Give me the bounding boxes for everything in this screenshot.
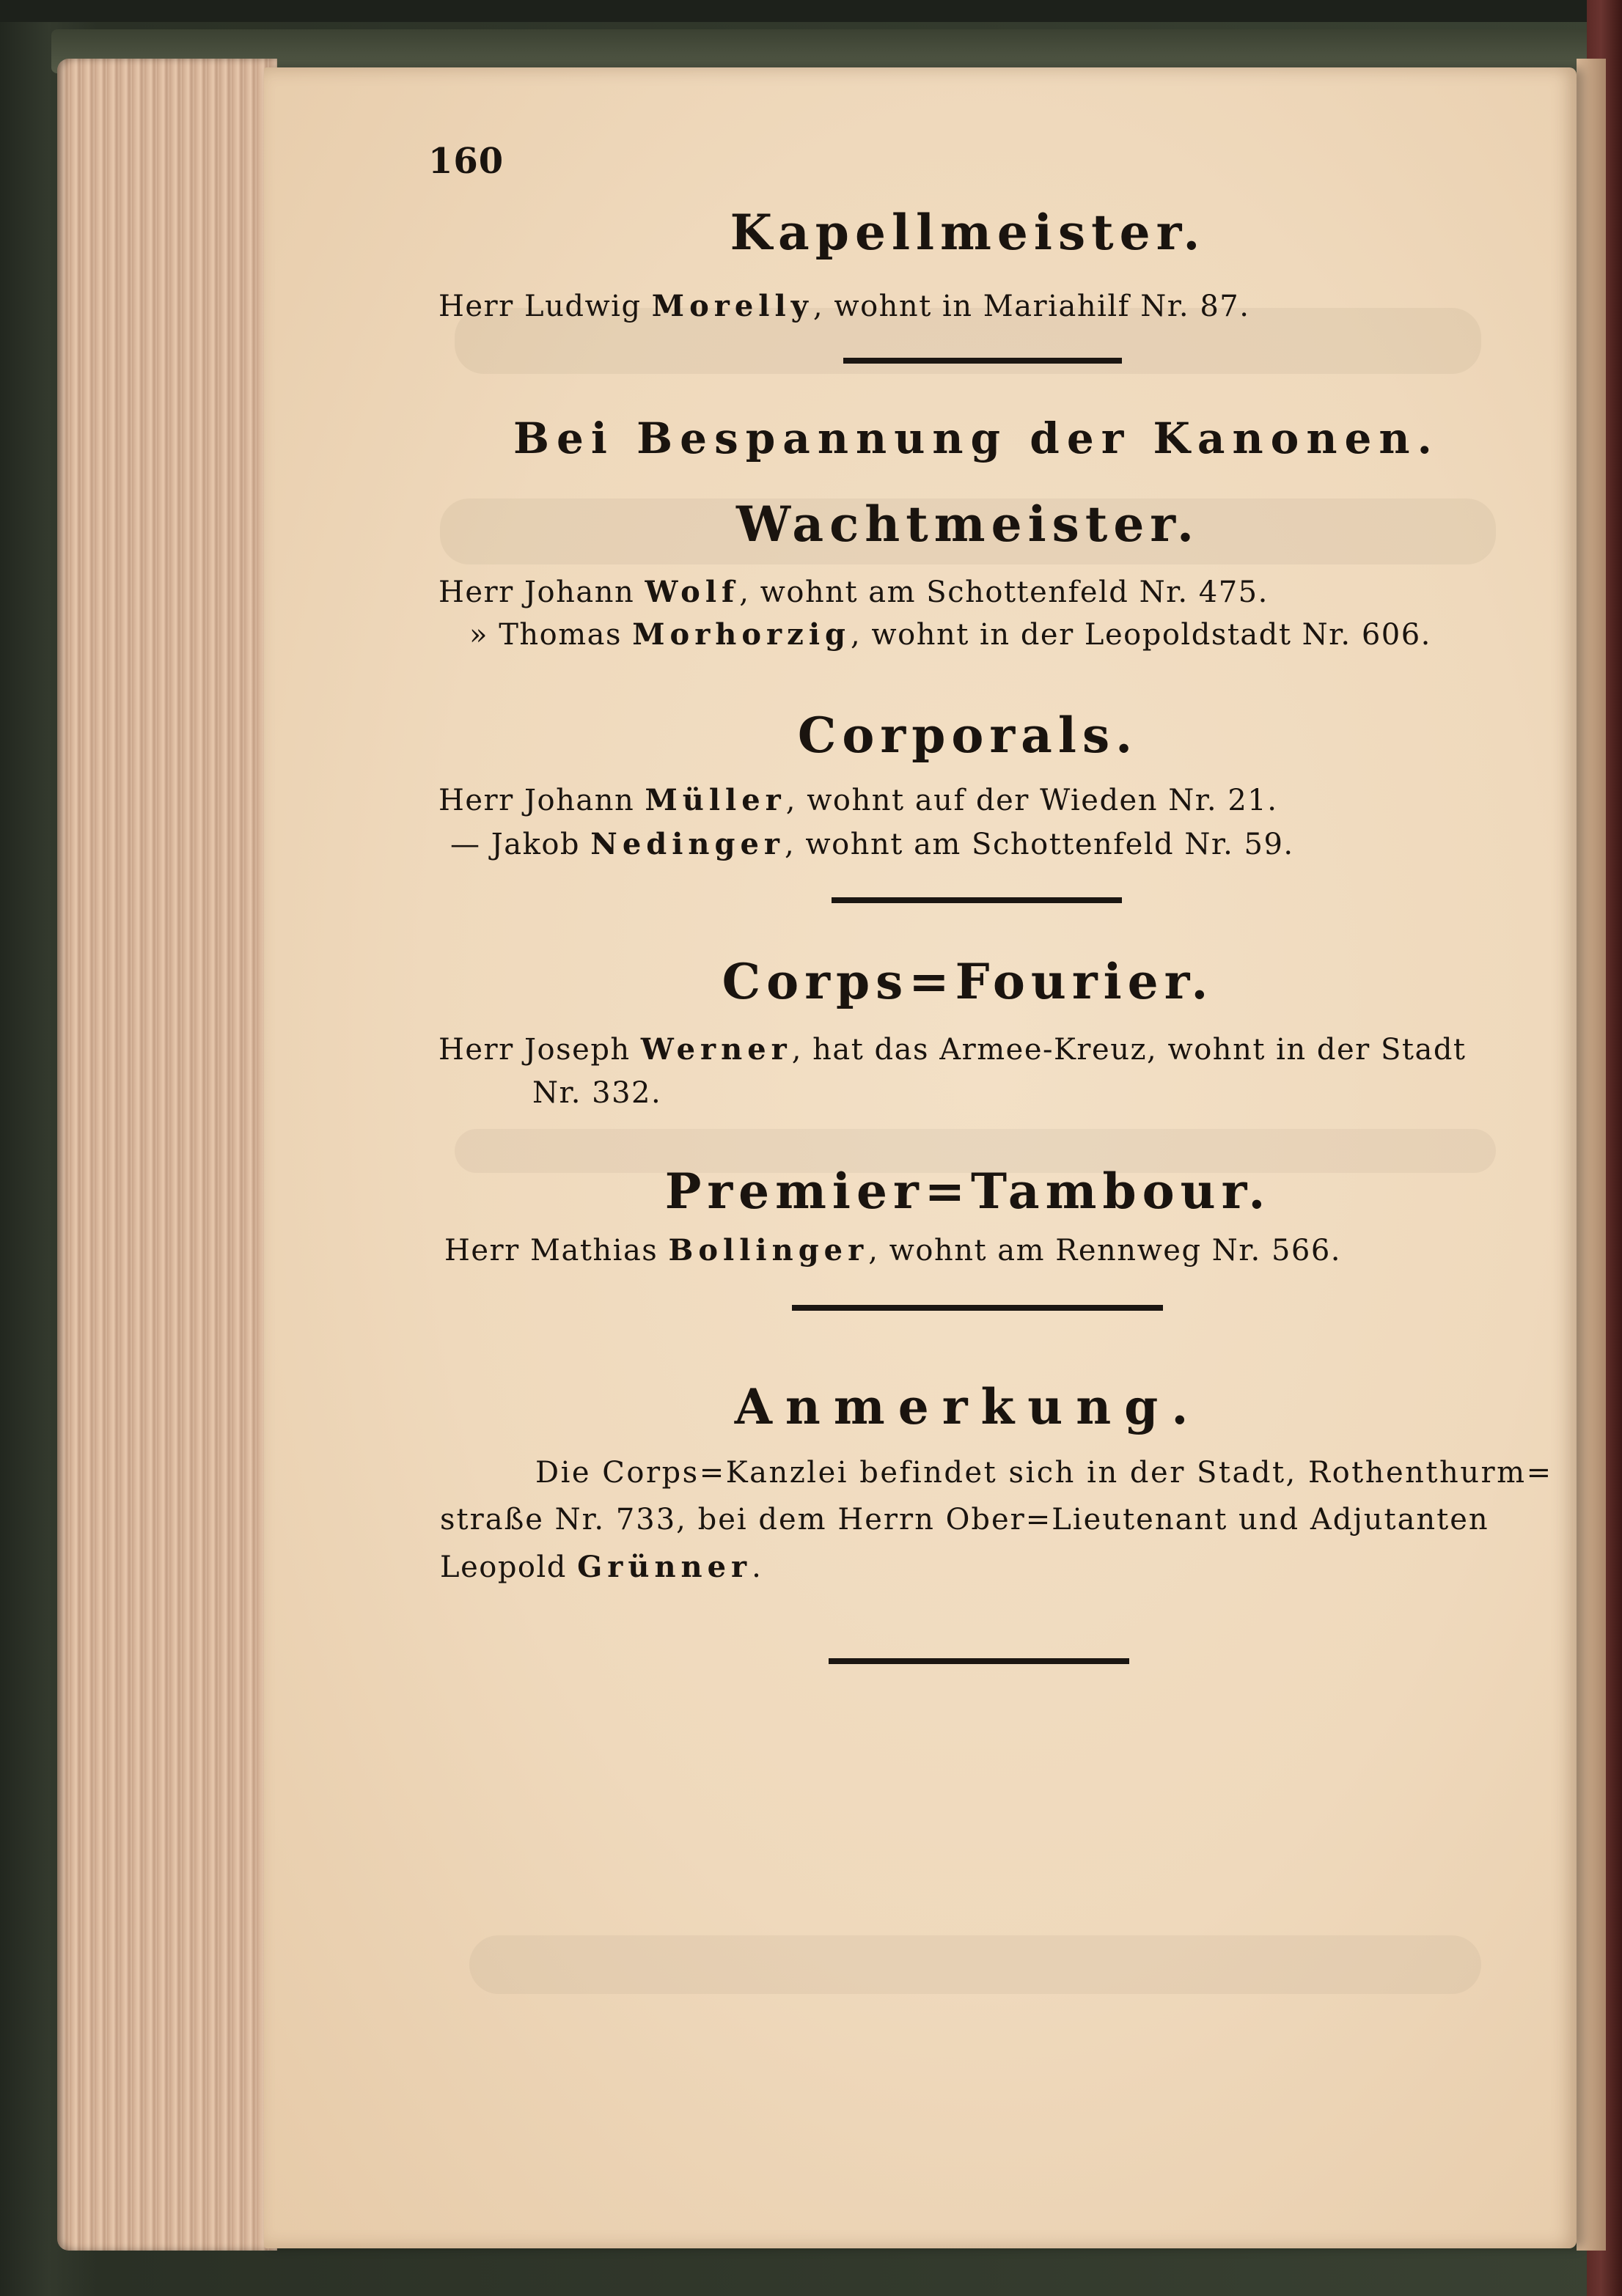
entry-rest: , hat das Armee-Kreuz, wohnt in der Stadt — [791, 1033, 1467, 1067]
section-heading-corps-fourier: Corps=Fourier. — [722, 953, 1214, 1010]
entry-prefix: » Thomas — [469, 618, 623, 652]
entry-prefix: Herr Johann — [438, 575, 635, 609]
entry-rest: Nr. 332. — [532, 1076, 662, 1110]
note-name: Grünner — [577, 1550, 752, 1584]
section-heading-wachtmeister: Wachtmeister. — [735, 496, 1200, 553]
section-divider — [843, 358, 1122, 364]
entry-name: Bollinger — [668, 1233, 869, 1267]
entry-line — [438, 783, 1277, 817]
section-heading-corporals: Corporals. — [797, 707, 1139, 764]
entry-rest: , wohnt in Mariahilf Nr. 87. — [812, 290, 1250, 323]
note-line-2: straße Nr. 733, bei dem Herrn Ober=Lieutenant und Adjutanten — [440, 1503, 1489, 1537]
section-heading-anmerkung: Anmerkung. — [734, 1378, 1202, 1435]
section-heading-kapellmeister: Kapellmeister. — [730, 204, 1206, 261]
note-line-3 — [440, 1550, 762, 1584]
entry-prefix: Herr Joseph — [438, 1033, 631, 1067]
entry-prefix: Herr Johann — [438, 784, 635, 817]
entry-rest: , wohnt am Schottenfeld Nr. 59. — [785, 828, 1294, 861]
entry-line — [450, 827, 1294, 861]
page-number: 160 — [428, 141, 504, 182]
entry-prefix: Herr Ludwig — [438, 290, 642, 323]
entry-prefix: Herr Mathias — [444, 1234, 658, 1267]
entry-prefix: — Jakob — [450, 828, 581, 861]
entry-line — [438, 575, 1269, 609]
end-divider — [829, 1658, 1129, 1664]
page-edges — [57, 59, 277, 2251]
entry-line-continued — [532, 1076, 661, 1110]
entry-name: Müller — [645, 783, 786, 817]
page-gutter — [1577, 59, 1606, 2251]
entry-rest: , wohnt am Schottenfeld Nr. 475. — [739, 575, 1269, 609]
entry-name: Werner — [640, 1032, 792, 1067]
entry-line — [469, 617, 1431, 652]
bleed-through-smudge — [469, 1935, 1481, 1994]
section-heading-bespannung: Bei Bespannung der Kanonen. — [513, 413, 1439, 463]
entry-name: Morelly — [651, 289, 813, 323]
book-cover-top — [51, 29, 1591, 73]
entry-rest: , wohnt auf der Wieden Nr. 21. — [785, 784, 1278, 817]
entry-name: Nedinger — [590, 827, 785, 861]
entry-name: Wolf — [645, 575, 740, 609]
entry-line — [438, 289, 1249, 323]
note-line-1: Die Corps=Kanzlei befindet sich in der Stadt, Rothenthurm= — [535, 1456, 1553, 1490]
entry-line — [438, 1032, 1467, 1067]
entry-name: Morhorzig — [632, 617, 851, 652]
note-end: . — [752, 1550, 763, 1584]
entry-line — [444, 1233, 1341, 1267]
section-divider — [832, 897, 1122, 903]
section-heading-premier-tambour: Premier=Tambour. — [664, 1163, 1271, 1220]
entry-rest: , wohnt am Rennweg Nr. 566. — [868, 1234, 1342, 1267]
entry-rest: , wohnt in der Leopoldstadt Nr. 606. — [850, 618, 1431, 652]
section-divider — [792, 1305, 1163, 1311]
note-prefix: Leopold — [440, 1550, 567, 1584]
